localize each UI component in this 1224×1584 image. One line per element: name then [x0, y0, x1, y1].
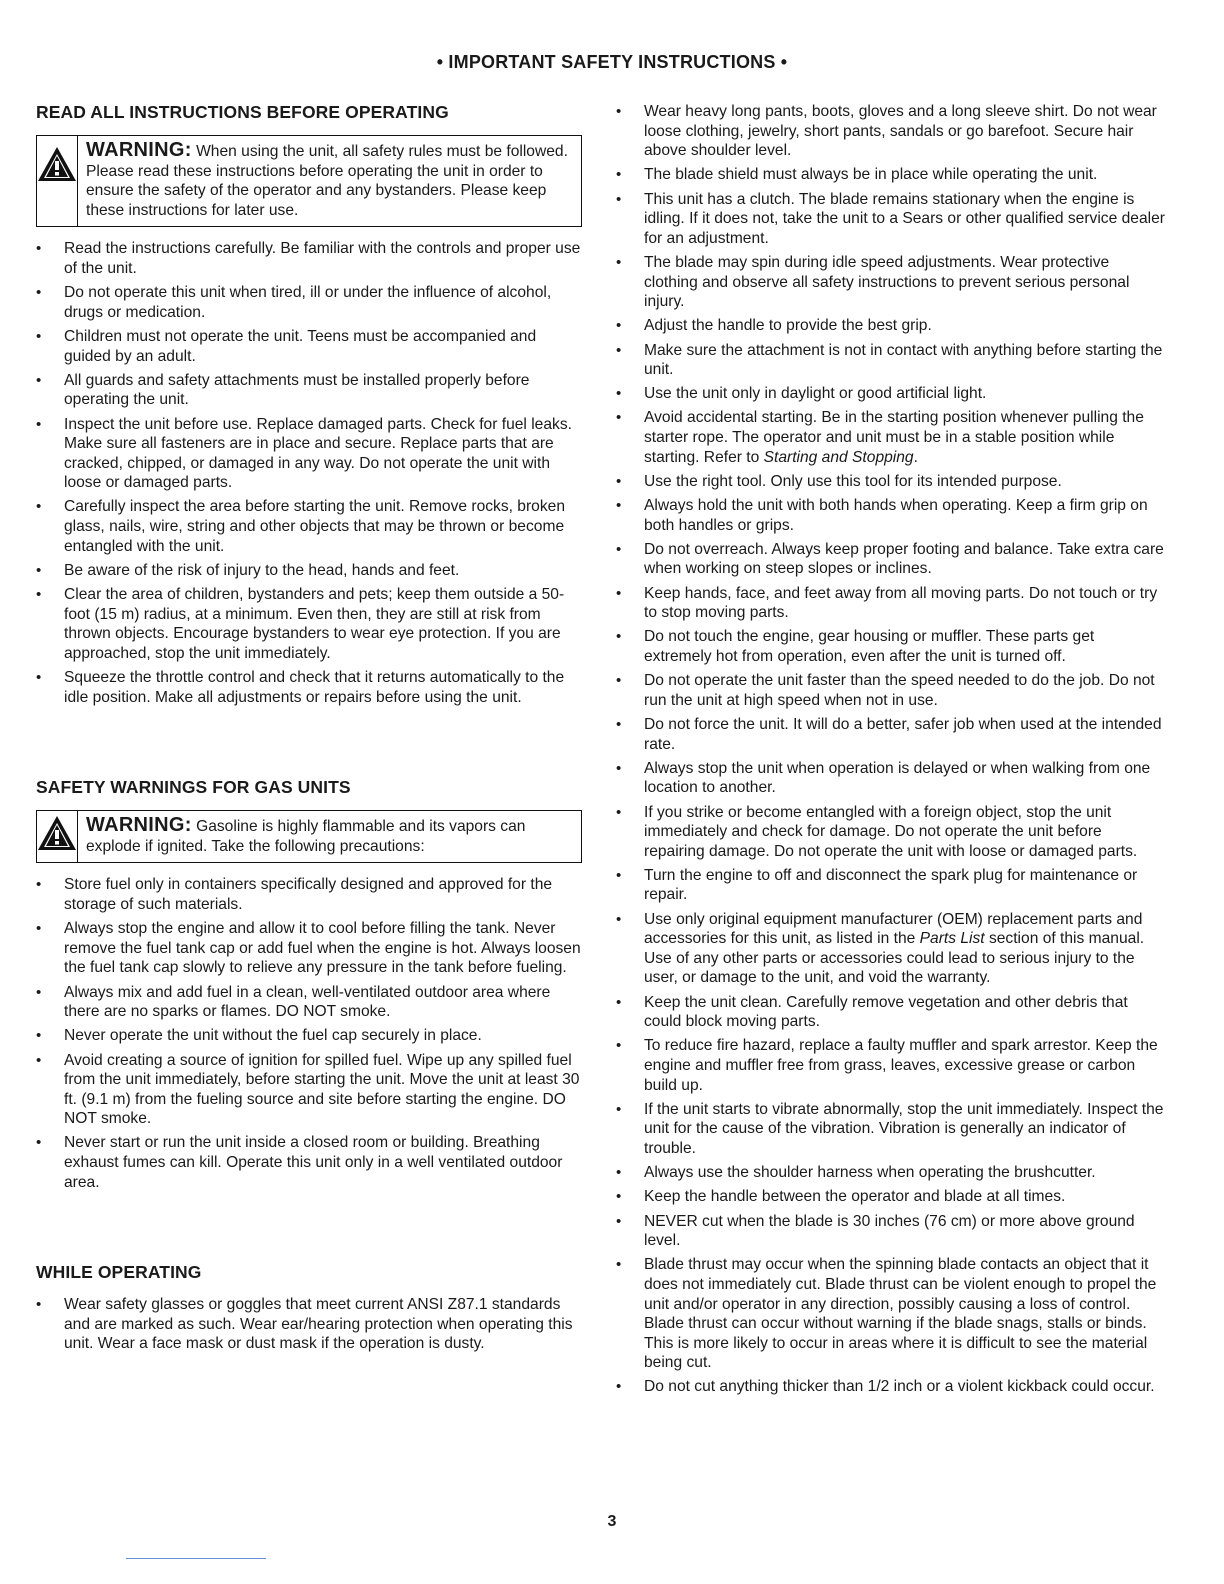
page-number: 3	[607, 1513, 617, 1530]
section-heading-while-operating: WHILE OPERATING	[36, 1262, 202, 1283]
list-item: • Clear the area of children, bystanders and pets; keep them outside a 50-foot (15 m) radius, at a minimum. Even then, they are still at risk from thrown objects. Encourage bystanders to wear eye protection. If you are approached, stop the unit immediately.	[36, 585, 582, 663]
list-item: • Use the right tool. Only use this tool for its intended purpose.	[616, 472, 1166, 492]
list-item: • This unit has a clutch. The blade remains stationary when the engine is idling. If it does not, take the unit to a Sears or other qualified service dealer for an adjustment.	[616, 190, 1166, 249]
right-column-list	[616, 102, 1166, 1397]
item-text: .	[913, 448, 918, 466]
list-item: • Do not operate this unit when tired, ill or under the influence of alcohol, drugs or medication.	[36, 283, 582, 322]
starting-and-stopping-reference: Starting and Stopping	[763, 448, 914, 466]
list-item: • Inspect the unit before use. Replace damaged parts. Check for fuel leaks. Make sure all fasteners are in place and secure. Replace parts that are cracked, chipped, or damaged in any way. Do not operate the unit with loose or damaged parts.	[36, 415, 582, 493]
list-item: • Blade thrust may occur when the spinning blade contacts an object that it does not immediately cut. Blade thrust can be violent enough to propel the unit and/or operator in any direction, possibly causing a loss of control. Blade thrust can occur without warning if the blade snags, stalls or binds. This is more likely to occur in areas where it is difficult to see the material being cut.	[616, 1255, 1166, 1373]
list-item: • Store fuel only in containers specifically designed and approved for the storage of such materials.	[36, 875, 582, 914]
warning-box-gasoline	[36, 810, 582, 863]
list-item: • Be aware of the risk of injury to the head, hands and feet.	[36, 561, 582, 581]
list-item: • Wear heavy long pants, boots, gloves and a long sleeve shirt. Do not wear loose clothing, jewelry, short pants, sandals or go barefoot. Secure hair above shoulder level.	[616, 102, 1166, 161]
page-title: • IMPORTANT SAFETY INSTRUCTIONS •	[436, 52, 788, 72]
read-all-list	[36, 239, 582, 707]
list-item: • Always use the shoulder harness when operating the brushcutter.	[616, 1163, 1166, 1183]
warning-triangle-icon	[37, 146, 77, 182]
warning-text	[78, 136, 581, 226]
list-item: • Wear safety glasses or goggles that meet current ANSI Z87.1 standards and are marked as such. Wear ear/hearing protection when operating this unit. Wear a face mask or dust mask if the operation is dusty.	[36, 1295, 582, 1354]
warning-box-general	[36, 135, 582, 227]
list-item: • Children must not operate the unit. Teens must be accompanied and guided by an adult.	[36, 327, 582, 366]
list-item: • NEVER cut when the blade is 30 inches (76 cm) or more above ground level.	[616, 1212, 1166, 1251]
item-text: section of this manual. Use of any other parts or accessories could lead to serious injury to the user, or damage to the unit, and void the warranty.	[644, 930, 1145, 987]
warning-word: WARNING:	[86, 139, 192, 161]
warning-triangle-icon	[37, 815, 77, 851]
warning-word: WARNING:	[86, 814, 192, 837]
footer-rule	[126, 1558, 266, 1559]
list-item-oem	[616, 910, 1166, 988]
list-item: • Keep the unit clean. Carefully remove vegetation and other debris that could block moving parts.	[616, 993, 1166, 1032]
list-item: • Do not touch the engine, gear housing or muffler. These parts get extremely hot from operation, even after the unit is turned off.	[616, 627, 1166, 666]
list-item: • Use the unit only in daylight or good artificial light.	[616, 384, 1166, 404]
warning-icon-cell	[37, 136, 78, 226]
parts-list-reference: Parts List	[919, 930, 985, 948]
list-item: • If you strike or become entangled with a foreign object, stop the unit immediately and check for damage. Do not operate the unit before repairing damage. Do not operate the unit with loose or damaged parts.	[616, 803, 1166, 862]
list-item: • Read the instructions carefully. Be familiar with the controls and proper use of the unit.	[36, 239, 582, 278]
warning-body: When using the unit, all safety rules must be followed. Please read these instructions before operating the unit in order to ensure the safety of the operator and any bystanders. Please keep these instructions for later use.	[86, 143, 568, 219]
list-item: • Always mix and add fuel in a clean, well-ventilated outdoor area where there are no sparks or flames. DO NOT smoke.	[36, 983, 582, 1022]
list-item: • Adjust the handle to provide the best grip.	[616, 316, 1166, 336]
list-item: • To reduce fire hazard, replace a faulty muffler and spark arrestor. Keep the engine and muffler free from grass, leaves, excessive grease or carbon build up.	[616, 1036, 1166, 1095]
list-item: • Carefully inspect the area before starting the unit. Remove rocks, broken glass, nails, wire, string and other objects that may be thrown or become entangled with the unit.	[36, 497, 582, 556]
list-item: • Do not cut anything thicker than 1/2 inch or a violent kickback could occur.	[616, 1377, 1166, 1397]
list-item: • Never start or run the unit inside a closed room or building. Breathing exhaust fumes can kill. Operate this unit only in a well ventilated outdoor area.	[36, 1133, 582, 1192]
list-item: • Never operate the unit without the fuel cap securely in place.	[36, 1026, 582, 1046]
list-item: • The blade shield must always be in place while operating the unit.	[616, 165, 1166, 185]
list-item: • Keep hands, face, and feet away from all moving parts. Do not touch or try to stop moving parts.	[616, 584, 1166, 623]
list-item: • Always stop the unit when operation is delayed or when walking from one location to another.	[616, 759, 1166, 798]
section-heading-gas-units: SAFETY WARNINGS FOR GAS UNITS	[36, 777, 351, 798]
list-item: • Do not overreach. Always keep proper footing and balance. Take extra care when working on steep slopes or inclines.	[616, 540, 1166, 579]
list-item: • Squeeze the throttle control and check that it returns automatically to the idle position. Make all adjustments or repairs before using the unit.	[36, 668, 582, 707]
list-item: • Keep the handle between the operator and blade at all times.	[616, 1187, 1166, 1207]
list-item-starting	[616, 408, 1166, 467]
warning-icon-cell	[37, 811, 78, 862]
left-column	[36, 102, 582, 1359]
list-item: • Always hold the unit with both hands when operating. Keep a firm grip on both handles or grips.	[616, 496, 1166, 535]
right-column	[616, 102, 1166, 1402]
list-item: • Turn the engine to off and disconnect the spark plug for maintenance or repair.	[616, 866, 1166, 905]
list-item: • All guards and safety attachments must be installed properly before operating the unit.	[36, 371, 582, 410]
while-operating-list	[36, 1295, 582, 1354]
warning-body: Gasoline is highly flammable and its vapors can explode if ignited. Take the following precautions:	[86, 818, 526, 855]
gas-units-list	[36, 875, 582, 1192]
list-item: • Make sure the attachment is not in contact with anything before starting the unit.	[616, 341, 1166, 380]
item-text: Avoid accidental starting. Be in the starting position whenever pulling the starter rope. The operator and unit must be in a stable position while starting. Refer to	[644, 409, 1144, 466]
list-item: • The blade may spin during idle speed adjustments. Wear protective clothing and observe all safety instructions to prevent serious personal injury.	[616, 253, 1166, 312]
list-item: • Do not force the unit. It will do a better, safer job when used at the intended rate.	[616, 715, 1166, 754]
item-text: Use only original equipment manufacturer (OEM) replacement parts and accessories for this unit, as listed in the	[644, 910, 1143, 948]
section-heading-read-all: READ ALL INSTRUCTIONS BEFORE OPERATING	[36, 102, 449, 122]
warning-text	[78, 811, 581, 862]
list-item: • Avoid creating a source of ignition for spilled fuel. Wipe up any spilled fuel from the unit immediately, before starting the unit. Move the unit at least 30 ft. (9.1 m) from the fueling source and site before starting the engine. DO NOT smoke.	[36, 1051, 582, 1129]
list-item: • Always stop the engine and allow it to cool before filling the tank. Never remove the fuel tank cap or add fuel when the engine is hot. Always loosen the fuel tank cap slowly to relieve any pressure in the tank before fueling.	[36, 919, 582, 978]
list-item: • If the unit starts to vibrate abnormally, stop the unit immediately. Inspect the unit for the cause of the vibration. Vibration is generally an indicator of trouble.	[616, 1100, 1166, 1159]
list-item: • Do not operate the unit faster than the speed needed to do the job. Do not run the unit at high speed when not in use.	[616, 671, 1166, 710]
